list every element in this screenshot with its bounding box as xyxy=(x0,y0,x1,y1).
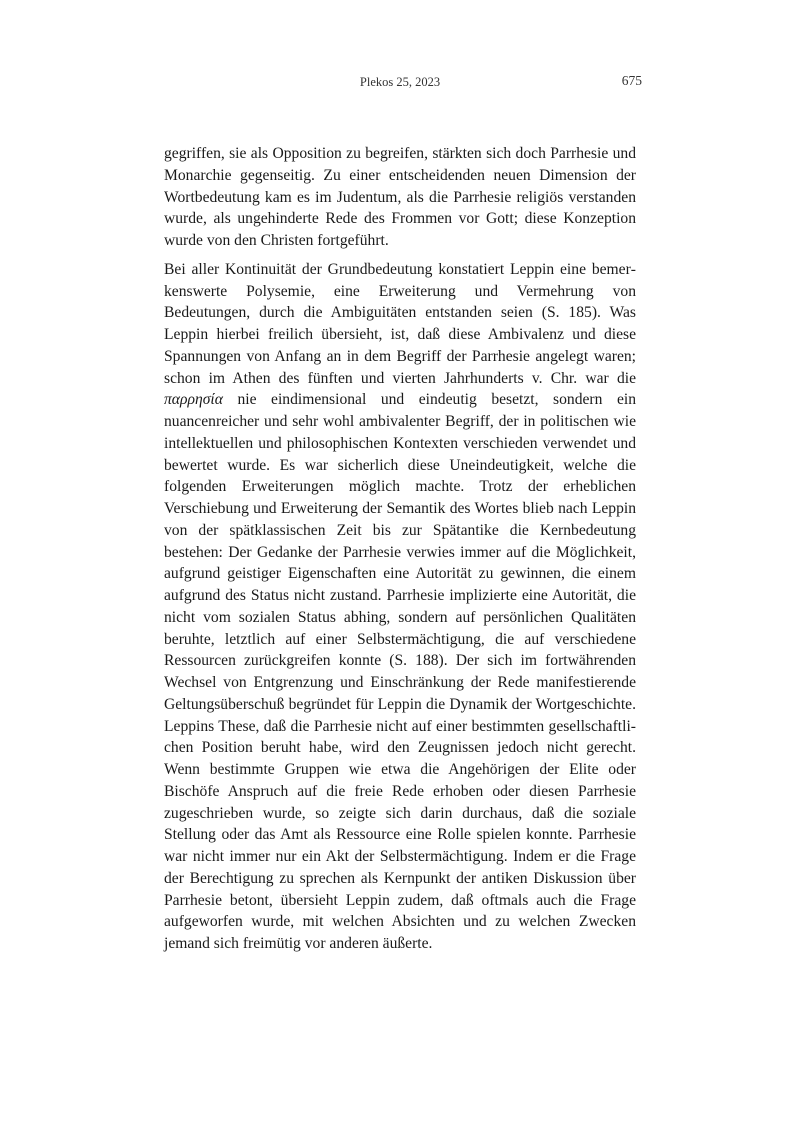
journal-citation: Plekos 25, 2023 xyxy=(359,75,441,89)
body-text xyxy=(164,143,636,962)
paragraph-2 xyxy=(164,259,636,955)
greek-term-parrhesia: παρρησία xyxy=(164,391,223,409)
paragraph-2-part-1: Bei aller Kontinuität der Grundbedeutung konstatiert Leppin eine bemerkenswerte Polysemie, eine Erweiterung und Vermehrung von Bedeutungen, durch die Ambiguitäten entstanden seien (S. 185). Was Leppin hierbei freilich übersieht, ist, daß diese Ambivalenz und diese Spannungen von Anfang an in dem Begriff der Parrhesie angelegt waren; schon im Athen des fünften und vierten Jahrhunderts v. Chr. war die xyxy=(164,260,636,387)
running-header xyxy=(164,73,642,93)
paragraph-1: gegriffen, sie als Opposition zu begreifen, stärkten sich doch Parrhesie und Monarchie gegenseitig. Zu einer entscheidenden neuen Dimension der Wortbedeutung kam es im Judentum, als die Parrhesie religiös verstanden wurde, als ungehinderte Rede des Frommen vor Gott; diese Konzeption wurde von den Christen fortgeführt. xyxy=(164,145,636,249)
page-number: 675 xyxy=(621,73,642,88)
paragraph-2-part-2: nie eindimensional und eindeutig besetzt, sondern ein nuancenreicher und sehr wohl ambivalenter Begriff, der in politischen wie intellektuellen und philosophischen Kontexten verschieden verwendet und bewertet wurde. Es war sicherlich diese Uneindeutigkeit, welche die folgenden Erweiterungen möglich machte. Trotz der erheblichen Verschiebung und Erweiterung der Semantik des Wortes blieb nach Leppin von der spätklassischen Zeit bis zur Spätantike die Kernbedeutung bestehen: Der Gedanke der Parrhesie verwies immer auf die Möglichkeit, aufgrund geistiger Eigenschaften eine Autorität zu gewinnen, die einem aufgrund des Status nicht zustand. Parrhesie implizierte eine Autorität, die nicht vom sozialen Status abhing, sondern auf persönlichen Qualitäten beruhte, letztlich auf einer Selbstermächtigung, die auf verschiedene Ressourcen zurückgreifen konnte (S. 188). Der sich im fortwährenden Wechsel von Entgrenzung und Einschränkung der Rede manifestierende Geltungsüberschuß begründet für Leppin die Dynamik der Wortgeschichte. Leppins These, daß die Parrhesie nicht auf einer bestimmten gesellschaftlichen Position beruht habe, wird den Zeugnissen jedoch nicht gerecht. Wenn bestimmte Gruppen wie etwa die Angehörigen der Elite oder Bischöfe Anspruch auf die freie Rede erhoben oder diesen Parrhesie zugeschrieben wurde, so zeigte sich darin durchaus, daß die soziale Stellung oder das Amt als Ressource eine Rolle spielen konnte. Parrhesie war nicht immer nur ein Akt der Selbstermächtigung. Indem er die Frage der Berechtigung zu sprechen als Kernpunkt der antiken Diskussion über Parrhesie betont, übersieht Leppin zudem, daß oftmals auch die Frage aufgeworfen wurde, mit welchen Absichten und zu welchen Zwecken jemand sich freimütig vor anderen äußerte. xyxy=(164,391,636,952)
